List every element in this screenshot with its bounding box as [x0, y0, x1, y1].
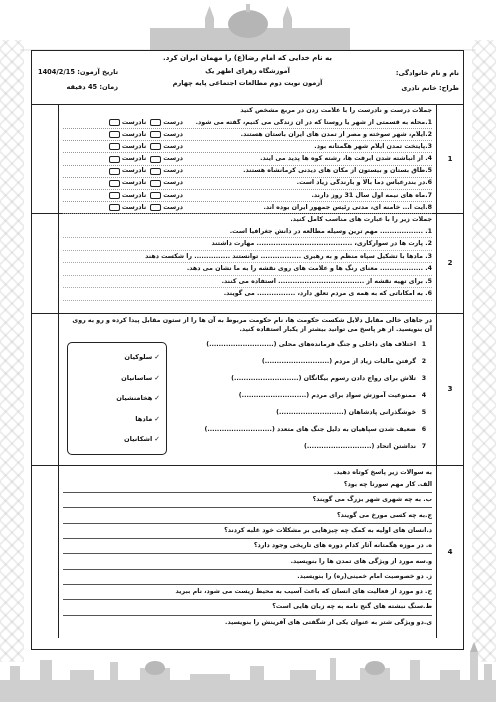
exam-sheet — [31, 50, 464, 650]
fill-blank-list — [63, 226, 432, 301]
exam-date: تاریخ آزمون: 1404/2/15 — [38, 68, 119, 76]
tf-options — [63, 143, 183, 151]
tf-options — [63, 167, 183, 175]
tf-options — [63, 131, 183, 139]
false-label: نادرست — [121, 191, 147, 199]
check-mark-icon: ✓ — [154, 435, 160, 444]
item-text: ممنوعیت آموزش سواد برای مردم (...........................) — [238, 391, 416, 399]
question-title: به سوالات زیر پاسخ کوتاه دهید. — [333, 469, 432, 476]
left-border-pattern — [0, 40, 24, 662]
tf-options — [63, 119, 183, 127]
score-cell — [32, 214, 59, 313]
item-text: خوشگذرانی پادشاهان (...........................) — [276, 408, 416, 416]
true-checkbox[interactable] — [150, 180, 161, 187]
item-number: 6 — [421, 425, 427, 433]
tf-row — [63, 166, 432, 178]
true-checkbox[interactable] — [150, 204, 161, 211]
bank-option-label: سلوکیان — [124, 353, 153, 362]
question-number: 2 — [436, 214, 463, 313]
true-false-list — [63, 117, 432, 215]
false-checkbox[interactable] — [109, 143, 120, 150]
matching-item[interactable] — [173, 353, 432, 370]
matching-item[interactable] — [173, 421, 432, 438]
short-answer-item[interactable]: ج.به چه کسی مورخ می گویند؟ — [63, 508, 432, 523]
false-option[interactable] — [109, 167, 146, 175]
item-text: اختلاف های داخلی و جنگ فرمانده‌های محلی (...........................) — [206, 340, 416, 348]
false-option[interactable] — [109, 131, 146, 139]
bank-option-label: هخامنشیان — [116, 394, 153, 403]
question-number: 3 — [436, 314, 463, 465]
false-option[interactable] — [109, 119, 146, 127]
designer-label: طراح: خانم نادری — [401, 84, 459, 93]
true-option[interactable] — [150, 143, 183, 151]
bank-option — [74, 368, 160, 389]
question-number: 4 — [436, 466, 463, 638]
matching-items — [173, 336, 432, 459]
short-answer-item[interactable]: ز. دو خصوصیت امام خمینی(ره) را بنویسید. — [63, 570, 432, 585]
bank-option-label: اشکانیان — [123, 435, 153, 444]
tf-options — [63, 192, 183, 200]
school-name: آموزشگاه زهرای اطهر یک — [205, 67, 290, 75]
school-info — [152, 67, 343, 91]
tf-statement: 6.در بندرعباس دما بالا و بارندگی زیاد است. — [296, 179, 432, 187]
question-2 — [32, 214, 463, 314]
question-1 — [32, 105, 463, 214]
true-checkbox[interactable] — [150, 119, 161, 126]
bank-option — [74, 388, 160, 409]
false-checkbox[interactable] — [109, 192, 120, 199]
true-label: درست — [163, 203, 183, 211]
tf-row — [63, 190, 432, 202]
check-mark-icon: ✓ — [154, 353, 160, 362]
tf-row — [63, 178, 432, 190]
bank-option-label: ساسانیان — [121, 373, 153, 382]
false-checkbox[interactable] — [109, 204, 120, 211]
false-option[interactable] — [109, 179, 146, 187]
check-mark-icon: ✓ — [154, 373, 160, 382]
true-option[interactable] — [150, 179, 183, 187]
question-3 — [32, 314, 463, 466]
true-checkbox[interactable] — [150, 143, 161, 150]
short-answer-item[interactable]: ه. در موزه هگمتانه آثار کدام دوره های تاریخی وجود دارد؟ — [63, 539, 432, 554]
false-checkbox[interactable] — [109, 131, 120, 138]
item-text: گرفتن مالیات زیاد از مردم (...........................) — [261, 357, 416, 365]
true-label: درست — [163, 155, 183, 163]
tf-row — [63, 202, 432, 214]
exam-header — [32, 51, 463, 105]
true-option[interactable] — [150, 192, 183, 200]
true-checkbox[interactable] — [150, 156, 161, 163]
tf-statement: 3.پایتخت تمدن ایلام شهر هگمتانه بود. — [314, 142, 432, 150]
false-checkbox[interactable] — [109, 119, 120, 126]
false-checkbox[interactable] — [109, 180, 120, 187]
false-label: نادرست — [121, 167, 147, 175]
score-cell — [32, 466, 59, 638]
fill-blank-item[interactable]: 2. پارت ها در سوارکاری، ........................................ مهارت داشتند — [63, 238, 432, 251]
bismillah-text: به نام خدایی که امام رضا(ع) را مهمان ایران کرد. — [163, 54, 332, 62]
fill-blank-item[interactable]: 5. برای تهیه نقشه از .................................... استفاده می کنند. — [63, 276, 432, 289]
fill-blank-item[interactable]: 1. .................. مهم ترین وسیله مطالعه در دانش جغرافیا است. — [63, 226, 432, 239]
fill-blank-item[interactable]: 4. .................. معنای رنگ ها و علامت های روی نقشه را به ما نشان می دهد. — [63, 263, 432, 276]
matching-item[interactable] — [173, 370, 432, 387]
tf-row — [63, 153, 432, 165]
bottom-skyline-decoration — [0, 640, 496, 702]
right-border-pattern — [472, 40, 496, 662]
tf-statement: 7.ماه های نیمه اول سال 31 روز دارند. — [311, 191, 432, 199]
item-number: 3 — [421, 374, 427, 382]
short-answer-item[interactable]: ی.دو ویژگی شتر به عنوان یکی از شگفتی های آفرینش را بنویسید. — [225, 618, 432, 626]
check-mark-icon: ✓ — [154, 394, 160, 403]
true-label: درست — [163, 118, 183, 126]
fill-blank-item[interactable]: 3. مادها با تشکیل سپاه منظم و به رهبری ................. توانستند ............... را شکست دهند — [63, 251, 432, 264]
false-option[interactable] — [109, 143, 146, 151]
short-answer-list — [63, 478, 432, 630]
question-number: 1 — [436, 105, 463, 213]
true-option[interactable] — [150, 131, 183, 139]
true-checkbox[interactable] — [150, 131, 161, 138]
false-label: نادرست — [121, 155, 147, 163]
check-mark-icon: ✓ — [154, 414, 160, 423]
true-option[interactable] — [150, 204, 183, 212]
true-label: درست — [163, 130, 183, 138]
tf-row — [63, 117, 432, 129]
short-answer-item[interactable]: ح. دو مورد از فعالیت های انسان که باعث آسیب به محیط زیست می شود، نام ببرید — [63, 585, 432, 600]
short-answer-item[interactable]: الف. کار مهم سورنا چه بود؟ — [63, 478, 432, 493]
true-label: درست — [163, 142, 183, 150]
exam-title: آزمون نوبت دوم مطالعات اجتماعی پایه چهارم — [172, 79, 323, 88]
true-label: درست — [163, 191, 183, 199]
tf-statement: 5.طاق بستان و بیستون از مکان های دیدنی کرمانشاه هستند. — [243, 167, 432, 175]
exam-time: زمان: 45 دقیقه — [66, 83, 119, 92]
true-label: درست — [163, 167, 183, 175]
item-number: 1 — [421, 340, 427, 348]
item-text: نداشتن اتحاد (...........................) — [304, 442, 416, 450]
true-option[interactable] — [150, 167, 183, 175]
tf-statement: 8.آیت ا... خامنه ای، مدتی رئیس جمهور ایران بوده اند. — [263, 203, 432, 211]
tf-statement: 1.محله به قسمتی از شهر یا روستا که در آن زندگی می کنیم، گفته می شود. — [195, 118, 432, 126]
false-label: نادرست — [121, 179, 147, 187]
tf-statement: 2.ایلام، شهر سوخته و مصر از تمدن های ایران باستان هستند. — [240, 130, 432, 138]
matching-area — [63, 336, 432, 459]
name-label: نام و نام خانوادگی: — [395, 69, 459, 77]
true-checkbox[interactable] — [150, 192, 161, 199]
true-option[interactable] — [150, 155, 183, 163]
matching-item[interactable] — [173, 404, 432, 421]
item-text: تلاش برای رواج دادن رسوم بیگانگان (...........................) — [231, 374, 416, 382]
tf-row — [63, 129, 432, 141]
question-title: جملات درست و نادرست را با علامت زدن در مربع مشخص کنید — [240, 107, 432, 114]
student-info — [396, 69, 459, 99]
tf-options — [63, 179, 183, 187]
true-label: درست — [163, 179, 183, 187]
question-title: جملات زیر را با عبارت های مناسب کامل کنید. — [290, 216, 432, 223]
short-answer-item[interactable]: و.سه مورد از ویژگی های تمدن ها را بنویسید. — [63, 554, 432, 569]
item-text: ضعیف شدن سپاهیان به دلیل جنگ های متعدد (...........................) — [204, 425, 416, 433]
false-checkbox[interactable] — [109, 156, 120, 163]
score-cell — [32, 105, 59, 213]
short-answer-item[interactable]: د.انسان های اولیه به کمک چه چیزهایی بر مشکلات خود غلبه کردند؟ — [63, 524, 432, 539]
true-checkbox[interactable] — [150, 168, 161, 175]
exam-meta — [38, 68, 118, 98]
item-number: 7 — [421, 442, 427, 450]
tf-statement: 4. از انباشته شدن آبرفت ها، رشته کوه ها پدید می آیند. — [260, 155, 432, 163]
false-checkbox[interactable] — [109, 168, 120, 175]
short-answer-item[interactable]: ب. به چه شهری شهر بزرگ می گویند؟ — [63, 493, 432, 508]
question-title: در جاهای خالی مقابل دلایل شکست حکومت ها، نام حکومت مربوط به آن ها را از ستون مقابل پیدا کرده و رو به روی آن بنویسید. از هر پاسخ می توانید بیشتر از یکبار استفاده کنید. — [72, 317, 432, 334]
tf-options — [63, 204, 183, 212]
matching-item[interactable] — [173, 336, 432, 353]
bank-option — [74, 409, 160, 430]
item-number: 2 — [421, 357, 427, 365]
bank-option — [74, 347, 160, 368]
fill-blank-item[interactable]: 6. به امکاناتی که به همه ی مردم تعلق دارد، ................ می گویند. — [63, 288, 432, 301]
false-label: نادرست — [121, 203, 147, 211]
answer-bank — [67, 342, 167, 455]
true-option[interactable] — [150, 119, 183, 127]
false-option[interactable] — [109, 192, 146, 200]
tf-options — [63, 155, 183, 163]
false-label: نادرست — [121, 118, 147, 126]
question-4 — [32, 466, 463, 638]
tf-row — [63, 141, 432, 153]
score-cell — [32, 314, 59, 465]
matching-item[interactable] — [173, 438, 432, 455]
bank-option — [74, 429, 160, 450]
short-answer-item[interactable]: ط.سنگ نبشته های گنج نامه به چه زبان هایی است؟ — [63, 600, 432, 615]
false-option[interactable] — [109, 155, 146, 163]
false-option[interactable] — [109, 204, 146, 212]
item-number: 4 — [421, 391, 427, 399]
item-number: 5 — [421, 408, 427, 416]
bank-option-label: مادها — [135, 414, 153, 423]
false-label: نادرست — [121, 142, 147, 150]
false-label: نادرست — [121, 130, 147, 138]
matching-item[interactable] — [173, 387, 432, 404]
